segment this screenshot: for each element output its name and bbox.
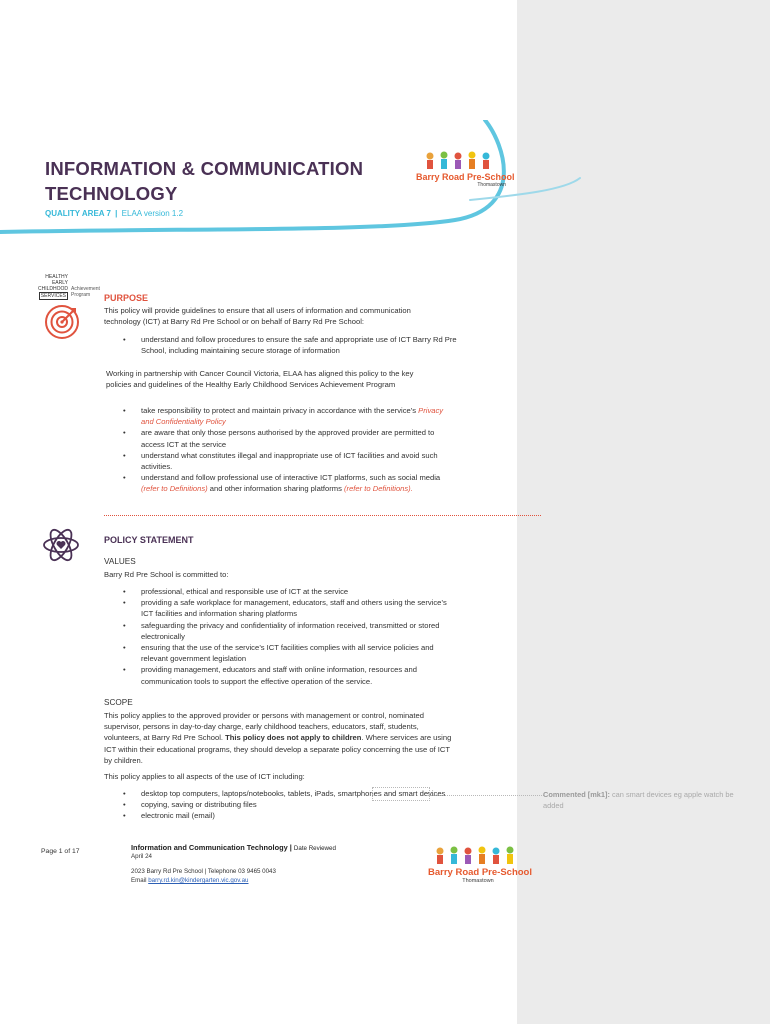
- privacy-policy-reference-cont: and Confidentiality Policy: [141, 417, 226, 427]
- comment-line-2: added: [543, 801, 564, 810]
- elaa-version: ELAA version 1.2: [121, 209, 184, 218]
- aspects-intro: This policy applies to all aspects of the use of ICT including:: [104, 772, 305, 781]
- list-item: [104, 334, 457, 356]
- footer-logo-town: Thomastown: [462, 878, 494, 884]
- values-list: [104, 586, 447, 687]
- value-2-line-2: ICT facilities and information sharing platforms: [141, 609, 298, 619]
- badge-line-3: CHILDHOOD: [38, 286, 69, 293]
- partnership-paragraph: [106, 368, 413, 390]
- badge-line-1: HEALTHY: [45, 274, 68, 280]
- list-item: [104, 472, 443, 494]
- list-item: [104, 450, 443, 472]
- title-line-2: TECHNOLOGY: [45, 183, 178, 204]
- quality-area-label: [45, 209, 183, 218]
- badge-services: SERVICES: [40, 292, 66, 299]
- list-item: [104, 620, 447, 642]
- list-item: [104, 597, 447, 619]
- values-heading: VALUES: [104, 557, 136, 566]
- aspect-text: and smart devices: [381, 789, 446, 798]
- footer-email-label: Email: [131, 877, 149, 884]
- scope-line-4: ICT within their educational programs, they should develop a separate policy concerning the use of ICT: [104, 744, 450, 754]
- partnership-line-1: Working in partnership with Cancer Council Victoria, ELAA has aligned this policy to the key: [106, 369, 414, 378]
- aspect-3: • electronic mail (email): [141, 811, 215, 821]
- purpose-bullet-4-line-2: activities.: [141, 462, 173, 472]
- comment-text: can smart devices eg apple watch be: [609, 790, 734, 799]
- scope-text: volunteers, at Barry Rd Pre School.: [104, 733, 226, 743]
- quality-area: QUALITY AREA 7: [45, 209, 111, 218]
- scope-text: . Where services are using: [361, 733, 452, 743]
- target-icon: [44, 304, 80, 345]
- comment-connector: [428, 795, 544, 796]
- footer-email: [131, 877, 249, 884]
- bullet-text: and other information sharing platforms: [207, 484, 345, 494]
- email-link[interactable]: barry.rd.kin@kindergarten.vic.gov.au: [148, 877, 249, 884]
- purpose-bullet-3-line-2: access ICT at the service: [141, 439, 227, 449]
- scope-line-3: [104, 732, 451, 743]
- title-line-1: INFORMATION & COMMUNICATION: [45, 158, 364, 179]
- purpose-bullet-1-line-1: • understand and follow procedures to ensure the safe and appropriate use of ICT Barry Rd Pre: [141, 335, 457, 344]
- purpose-intro-line-2: technology (ICT) at Barry Rd Pre School or on behalf of Barry Rd Pre School:: [104, 317, 364, 327]
- list-item: [104, 642, 447, 664]
- purpose-bullet-5-line-2: [141, 483, 443, 494]
- commented-text[interactable]: smartphones: [337, 789, 382, 798]
- footer-date-value: April 24: [131, 853, 152, 860]
- comment-anchor-highlight: [372, 787, 430, 801]
- badge-right-1: Achievement: [71, 286, 100, 292]
- value-5-line-2: communication tools to support the effective operation of the service.: [141, 676, 373, 686]
- value-3-line-1: • safeguarding the privacy and confidentiality of information received, transmitted or stored: [141, 620, 440, 630]
- purpose-bullet-2-line-1: [141, 405, 443, 416]
- list-item: [104, 427, 443, 449]
- badge-line-2: EARLY: [51, 280, 68, 287]
- purpose-list-1: [104, 334, 457, 356]
- aspect-text: desktop top computers, laptops/notebooks, tablets, iPads,: [141, 789, 338, 798]
- badge-right: [71, 286, 101, 298]
- purpose-intro: [104, 305, 411, 327]
- quality-separator: |: [115, 209, 118, 218]
- footer-contact: 2023 Barry Rd Pre School | Telephone 03 9465 0043: [131, 868, 276, 875]
- partnership-line-2: policies and guidelines of the Healthy Early Childhood Services Achievement Program: [106, 380, 396, 390]
- section-divider: [104, 515, 541, 516]
- footer-date-label: Date Reviewed: [293, 845, 336, 852]
- purpose-intro-line-1: This policy will provide guidelines to ensure that all users of information and communication: [104, 306, 411, 315]
- policy-statement-heading: POLICY STATEMENT: [104, 535, 194, 545]
- footer-title: [131, 843, 336, 852]
- preschool-logo: [416, 150, 515, 188]
- document-title: [45, 156, 405, 206]
- footer-policy-name: Information and Communication Technology: [131, 843, 288, 852]
- footer-logo: [428, 845, 532, 884]
- purpose-bullet-1-line-2: School, including maintaining secure storage of information: [141, 346, 340, 356]
- children-drawing-icon: [416, 150, 502, 172]
- scope-line-2: supervisor, persons in day-to-day charge, early childhood teachers, educators, staff, students,: [104, 722, 419, 732]
- privacy-policy-reference: Privacy: [418, 406, 444, 415]
- value-5-line-1: • providing management, educators and staff with online information, resources and: [141, 665, 417, 675]
- logo-name: Barry Road Pre-School: [416, 172, 515, 182]
- values-intro: Barry Rd Pre School is committed to:: [104, 570, 229, 579]
- badge-line-4: [38, 293, 68, 299]
- scope-line-5: by children.: [104, 755, 143, 765]
- comment-line-1: [543, 789, 765, 800]
- atom-heart-icon: [42, 525, 80, 570]
- aspect-2: • copying, saving or distributing files: [141, 800, 257, 810]
- scope-emphasis: This policy does not apply to children: [225, 733, 362, 743]
- value-2-line-1: • providing a safe workplace for management, educators, staff and others using the service’s: [141, 598, 447, 608]
- value-4-line-1: • ensuring that the use of the service’s ICT facilities complies with all service policies and: [141, 643, 434, 653]
- purpose-bullet-3-line-1: • are aware that only those persons authorised by the approved provider are permitted to: [141, 428, 435, 438]
- footer-separator: |: [289, 843, 292, 852]
- purpose-heading: PURPOSE: [104, 293, 149, 303]
- purpose-bullet-4-line-1: • understand what constitutes illegal and inappropriate use of ICT facilities and avoid such: [141, 450, 438, 460]
- bullet-text: take responsibility to protect and maintain privacy in accordance with the service’s: [141, 406, 419, 415]
- value-3-line-2: electronically: [141, 631, 185, 641]
- comment-author: Commented [mk1]:: [543, 790, 610, 799]
- purpose-list-2: [104, 405, 443, 495]
- list-item: [104, 664, 447, 686]
- healthy-early-childhood-badge: [38, 274, 100, 299]
- definitions-reference: (refer to Definitions): [141, 484, 208, 494]
- list-item: [104, 586, 447, 597]
- value-4-line-2: relevant government legislation: [141, 654, 247, 664]
- scope-line-1: This policy applies to the approved provider or persons with management or control, nominated: [104, 711, 424, 720]
- list-item: [104, 810, 445, 821]
- purpose-bullet-5-line-1: • understand and follow professional use of interactive ICT platforms, such as social media: [141, 473, 441, 483]
- definitions-reference: (refer to Definitions).: [344, 484, 413, 494]
- list-item: [104, 405, 443, 427]
- scope-paragraph: [104, 710, 451, 766]
- logo-town: Thomastown: [477, 182, 506, 188]
- footer-logo-name: Barry Road Pre-School: [428, 867, 532, 878]
- badge-right-2: Program: [71, 292, 91, 299]
- comment-balloon[interactable]: [543, 789, 765, 811]
- page-number: Page 1 of 17: [41, 848, 80, 855]
- scope-heading: SCOPE: [104, 698, 133, 707]
- children-drawing-icon: [428, 845, 518, 867]
- value-1: • professional, ethical and responsible use of ICT at the service: [141, 587, 349, 596]
